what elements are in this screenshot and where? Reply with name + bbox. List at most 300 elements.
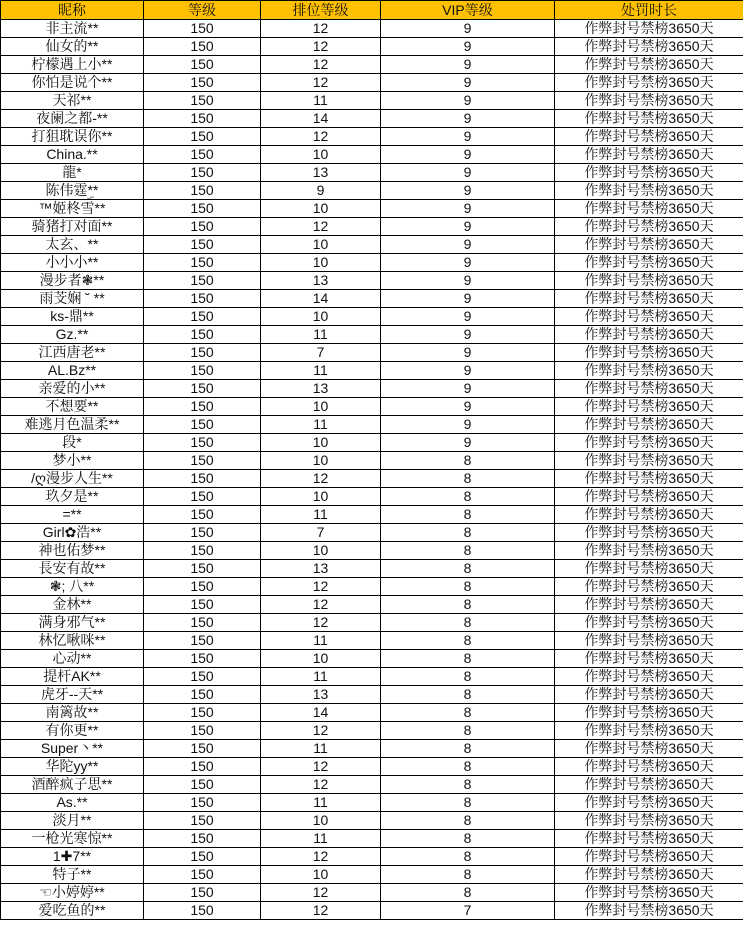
nickname-cell: 陈伟霆ۣ**	[1, 182, 144, 200]
rank-level-cell: 11	[261, 668, 381, 686]
penalty-cell: 作弊封号禁榜3650天	[555, 776, 743, 794]
penalty-cell: 作弊封号禁榜3650天	[555, 704, 743, 722]
penalty-cell: 作弊封号禁榜3650天	[555, 758, 743, 776]
vip-level-cell: 8	[381, 884, 555, 902]
vip-level-cell: 9	[381, 308, 555, 326]
nickname-cell: 天祁**	[1, 92, 144, 110]
penalty-cell: 作弊封号禁榜3650天	[555, 110, 743, 128]
table-row	[1, 416, 743, 434]
nickname-cell: 爱吃鱼的**	[1, 902, 144, 920]
level-cell: 150	[144, 668, 261, 686]
penalty-cell: 作弊封号禁榜3650天	[555, 794, 743, 812]
penalty-cell: 作弊封号禁榜3650天	[555, 524, 743, 542]
level-cell: 150	[144, 362, 261, 380]
rank-level-cell: 9	[261, 182, 381, 200]
rank-level-cell: 12	[261, 578, 381, 596]
vip-level-cell: 9	[381, 254, 555, 272]
vip-level-cell: 9	[381, 344, 555, 362]
rank-level-cell: 14	[261, 704, 381, 722]
rank-level-cell: 10	[261, 308, 381, 326]
level-cell: 150	[144, 848, 261, 866]
rank-level-cell: 12	[261, 614, 381, 632]
rank-level-cell: 12	[261, 884, 381, 902]
penalty-cell: 作弊封号禁榜3650天	[555, 848, 743, 866]
penalty-cell: 作弊封号禁榜3650天	[555, 614, 743, 632]
level-cell: 150	[144, 20, 261, 38]
penalty-cell: 作弊封号禁榜3650天	[555, 452, 743, 470]
vip-level-cell: 9	[381, 398, 555, 416]
vip-level-cell: 9	[381, 416, 555, 434]
level-cell: 150	[144, 74, 261, 92]
nickname-cell: 华陀yy**	[1, 758, 144, 776]
nickname-cell: AL.Bz**	[1, 362, 144, 380]
vip-level-cell: 9	[381, 74, 555, 92]
table-row	[1, 254, 743, 272]
nickname-cell: 虎牙--天**	[1, 686, 144, 704]
nickname-cell: ☜小婷婷**	[1, 884, 144, 902]
level-cell: 150	[144, 236, 261, 254]
nickname-cell: 你怕是说个**	[1, 74, 144, 92]
rank-level-cell: 12	[261, 38, 381, 56]
vip-level-cell: 8	[381, 866, 555, 884]
rank-level-cell: 12	[261, 218, 381, 236]
vip-level-cell: 9	[381, 434, 555, 452]
vip-level-cell: 8	[381, 848, 555, 866]
rank-level-cell: 12	[261, 848, 381, 866]
rank-level-cell: 12	[261, 902, 381, 920]
nickname-cell: 夜阑之都-**	[1, 110, 144, 128]
rank-level-cell: 11	[261, 92, 381, 110]
table-row	[1, 668, 743, 686]
level-cell: 150	[144, 758, 261, 776]
vip-level-cell: 8	[381, 758, 555, 776]
nickname-cell: 满身邪气**	[1, 614, 144, 632]
table-row	[1, 524, 743, 542]
nickname-cell: Girl✿浩**	[1, 524, 144, 542]
vip-level-cell: 8	[381, 830, 555, 848]
level-cell: 150	[144, 146, 261, 164]
penalty-cell: 作弊封号禁榜3650天	[555, 488, 743, 506]
rank-level-cell: 12	[261, 722, 381, 740]
nickname-cell: 太玄、**	[1, 236, 144, 254]
table-row	[1, 344, 743, 362]
level-cell: 150	[144, 56, 261, 74]
rank-level-cell: 13	[261, 164, 381, 182]
level-cell: 150	[144, 110, 261, 128]
table-row	[1, 848, 743, 866]
vip-level-cell: 8	[381, 578, 555, 596]
nickname-cell: 特子**	[1, 866, 144, 884]
level-cell: 150	[144, 902, 261, 920]
vip-level-cell: 9	[381, 200, 555, 218]
nickname-cell: ks-鼎**	[1, 308, 144, 326]
table-row	[1, 38, 743, 56]
table-row	[1, 236, 743, 254]
penalty-cell: 作弊封号禁榜3650天	[555, 578, 743, 596]
column-header-vip-level: VIP等级	[381, 1, 555, 20]
penalty-cell: 作弊封号禁榜3650天	[555, 416, 743, 434]
rank-level-cell: 11	[261, 416, 381, 434]
penalty-cell: 作弊封号禁榜3650天	[555, 146, 743, 164]
table-row	[1, 92, 743, 110]
penalty-cell: 作弊封号禁榜3650天	[555, 650, 743, 668]
table-row	[1, 452, 743, 470]
level-cell: 150	[144, 38, 261, 56]
column-header-nickname: 昵称	[1, 1, 144, 20]
penalty-cell: 作弊封号禁榜3650天	[555, 200, 743, 218]
nickname-cell: 提杆AK**	[1, 668, 144, 686]
nickname-cell: ❃; 八**	[1, 578, 144, 596]
nickname-cell: 金林**	[1, 596, 144, 614]
penalty-cell: 作弊封号禁榜3650天	[555, 632, 743, 650]
nickname-cell: =**	[1, 506, 144, 524]
level-cell: 150	[144, 488, 261, 506]
penalty-cell: 作弊封号禁榜3650天	[555, 218, 743, 236]
rank-level-cell: 10	[261, 236, 381, 254]
level-cell: 150	[144, 866, 261, 884]
column-header-rank-level: 排位等级	[261, 1, 381, 20]
vip-level-cell: 8	[381, 452, 555, 470]
nickname-cell: 江西唐老**	[1, 344, 144, 362]
rank-level-cell: 14	[261, 290, 381, 308]
penalty-cell: 作弊封号禁榜3650天	[555, 812, 743, 830]
nickname-cell: 梦小**	[1, 452, 144, 470]
table-row	[1, 128, 743, 146]
rank-level-cell: 12	[261, 470, 381, 488]
table-row	[1, 902, 743, 920]
table-row	[1, 74, 743, 92]
level-cell: 150	[144, 344, 261, 362]
vip-level-cell: 8	[381, 650, 555, 668]
table-row	[1, 56, 743, 74]
level-cell: 150	[144, 740, 261, 758]
level-cell: 150	[144, 650, 261, 668]
nickname-cell: ™姬柊雪**	[1, 200, 144, 218]
vip-level-cell: 9	[381, 380, 555, 398]
level-cell: 150	[144, 596, 261, 614]
table-row	[1, 146, 743, 164]
column-header-penalty: 处罚时长	[555, 1, 743, 20]
vip-level-cell: 8	[381, 560, 555, 578]
vip-level-cell: 9	[381, 92, 555, 110]
rank-level-cell: 10	[261, 200, 381, 218]
vip-level-cell: 9	[381, 236, 555, 254]
table-row	[1, 470, 743, 488]
penalty-cell: 作弊封号禁榜3650天	[555, 236, 743, 254]
vip-level-cell: 7	[381, 902, 555, 920]
vip-level-cell: 9	[381, 362, 555, 380]
level-cell: 150	[144, 812, 261, 830]
rank-level-cell: 11	[261, 326, 381, 344]
vip-level-cell: 9	[381, 38, 555, 56]
level-cell: 150	[144, 416, 261, 434]
vip-level-cell: 8	[381, 632, 555, 650]
nickname-cell: 不想要**	[1, 398, 144, 416]
penalty-cell: 作弊封号禁榜3650天	[555, 362, 743, 380]
table-row	[1, 794, 743, 812]
vip-level-cell: 8	[381, 704, 555, 722]
vip-level-cell: 8	[381, 740, 555, 758]
table-row	[1, 614, 743, 632]
nickname-cell: /ღ漫步人生**	[1, 470, 144, 488]
level-cell: 150	[144, 254, 261, 272]
nickname-cell: 漫步者❃**	[1, 272, 144, 290]
level-cell: 150	[144, 272, 261, 290]
level-cell: 150	[144, 542, 261, 560]
table-row	[1, 542, 743, 560]
nickname-cell: 神也佑梦**	[1, 542, 144, 560]
nickname-cell: 难逃月色温柔**	[1, 416, 144, 434]
table-row	[1, 308, 743, 326]
penalty-cell: 作弊封号禁榜3650天	[555, 344, 743, 362]
rank-level-cell: 12	[261, 20, 381, 38]
rank-level-cell: 11	[261, 740, 381, 758]
vip-level-cell: 8	[381, 668, 555, 686]
penalty-cell: 作弊封号禁榜3650天	[555, 254, 743, 272]
table-row	[1, 200, 743, 218]
nickname-cell: 林忆啾咪**	[1, 632, 144, 650]
penalty-cell: 作弊封号禁榜3650天	[555, 272, 743, 290]
table-row	[1, 830, 743, 848]
penalty-cell: 作弊封号禁榜3650天	[555, 668, 743, 686]
rank-level-cell: 14	[261, 110, 381, 128]
table-row	[1, 596, 743, 614]
nickname-cell: 玖夕是**	[1, 488, 144, 506]
nickname-cell: 酒醉疯子思**	[1, 776, 144, 794]
table-row	[1, 650, 743, 668]
vip-level-cell: 8	[381, 812, 555, 830]
vip-level-cell: 8	[381, 596, 555, 614]
nickname-cell: 骑猪打对面**	[1, 218, 144, 236]
level-cell: 150	[144, 218, 261, 236]
level-cell: 150	[144, 704, 261, 722]
vip-level-cell: 8	[381, 524, 555, 542]
rank-level-cell: 12	[261, 758, 381, 776]
rank-level-cell: 12	[261, 128, 381, 146]
rank-level-cell: 13	[261, 272, 381, 290]
penalty-cell: 作弊封号禁榜3650天	[555, 74, 743, 92]
level-cell: 150	[144, 398, 261, 416]
level-cell: 150	[144, 452, 261, 470]
rank-level-cell: 11	[261, 794, 381, 812]
vip-level-cell: 9	[381, 164, 555, 182]
level-cell: 150	[144, 686, 261, 704]
level-cell: 150	[144, 164, 261, 182]
level-cell: 150	[144, 434, 261, 452]
vip-level-cell: 8	[381, 686, 555, 704]
vip-level-cell: 9	[381, 146, 555, 164]
vip-level-cell: 9	[381, 326, 555, 344]
nickname-cell: Super丶**	[1, 740, 144, 758]
nickname-cell: 一枪光寒惊**	[1, 830, 144, 848]
table-row	[1, 362, 743, 380]
table-row	[1, 20, 743, 38]
vip-level-cell: 8	[381, 722, 555, 740]
rank-level-cell: 12	[261, 56, 381, 74]
penalty-cell: 作弊封号禁榜3650天	[555, 506, 743, 524]
vip-level-cell: 8	[381, 542, 555, 560]
penalty-cell: 作弊封号禁榜3650天	[555, 128, 743, 146]
penalty-cell: 作弊封号禁榜3650天	[555, 92, 743, 110]
rank-level-cell: 12	[261, 74, 381, 92]
penalty-cell: 作弊封号禁榜3650天	[555, 470, 743, 488]
rank-level-cell: 11	[261, 506, 381, 524]
nickname-cell: 1✚7**	[1, 848, 144, 866]
rank-level-cell: 7	[261, 344, 381, 362]
rank-level-cell: 11	[261, 830, 381, 848]
rank-level-cell: 10	[261, 650, 381, 668]
rank-level-cell: 13	[261, 686, 381, 704]
rank-level-cell: 11	[261, 632, 381, 650]
vip-level-cell: 9	[381, 128, 555, 146]
vip-level-cell: 8	[381, 776, 555, 794]
rank-level-cell: 10	[261, 542, 381, 560]
penalty-cell: 作弊封号禁榜3650天	[555, 866, 743, 884]
nickname-cell: Gz.**	[1, 326, 144, 344]
level-cell: 150	[144, 200, 261, 218]
level-cell: 150	[144, 308, 261, 326]
rank-level-cell: 10	[261, 146, 381, 164]
level-cell: 150	[144, 884, 261, 902]
vip-level-cell: 9	[381, 56, 555, 74]
penalty-cell: 作弊封号禁榜3650天	[555, 308, 743, 326]
level-cell: 150	[144, 182, 261, 200]
rank-level-cell: 12	[261, 776, 381, 794]
table-row	[1, 686, 743, 704]
penalty-cell: 作弊封号禁榜3650天	[555, 542, 743, 560]
header-row	[1, 1, 743, 20]
penalty-cell: 作弊封号禁榜3650天	[555, 38, 743, 56]
nickname-cell: As.**	[1, 794, 144, 812]
table-row	[1, 398, 743, 416]
table-row	[1, 704, 743, 722]
table-row	[1, 290, 743, 308]
vip-level-cell: 8	[381, 488, 555, 506]
rank-level-cell: 10	[261, 866, 381, 884]
penalty-cell: 作弊封号禁榜3650天	[555, 434, 743, 452]
penalty-cell: 作弊封号禁榜3650天	[555, 20, 743, 38]
penalty-cell: 作弊封号禁榜3650天	[555, 290, 743, 308]
penalty-cell: 作弊封号禁榜3650天	[555, 686, 743, 704]
vip-level-cell: 9	[381, 218, 555, 236]
level-cell: 150	[144, 794, 261, 812]
table-row	[1, 866, 743, 884]
vip-level-cell: 8	[381, 470, 555, 488]
rank-level-cell: 13	[261, 380, 381, 398]
nickname-cell: 非主流**	[1, 20, 144, 38]
table-row	[1, 740, 743, 758]
vip-level-cell: 8	[381, 794, 555, 812]
nickname-cell: 南篱故**	[1, 704, 144, 722]
rank-level-cell: 10	[261, 488, 381, 506]
penalty-cell: 作弊封号禁榜3650天	[555, 830, 743, 848]
table-row	[1, 812, 743, 830]
penalty-cell: 作弊封号禁榜3650天	[555, 740, 743, 758]
penalty-cell: 作弊封号禁榜3650天	[555, 398, 743, 416]
penalty-cell: 作弊封号禁榜3650天	[555, 326, 743, 344]
level-cell: 150	[144, 722, 261, 740]
level-cell: 150	[144, 506, 261, 524]
nickname-cell: 淡月**	[1, 812, 144, 830]
nickname-cell: China.**	[1, 146, 144, 164]
table-body	[1, 20, 743, 920]
table-row	[1, 110, 743, 128]
table-row	[1, 560, 743, 578]
level-cell: 150	[144, 524, 261, 542]
rank-level-cell: 10	[261, 812, 381, 830]
rank-level-cell: 11	[261, 362, 381, 380]
vip-level-cell: 8	[381, 614, 555, 632]
table-row	[1, 218, 743, 236]
nickname-cell: 仙女的**	[1, 38, 144, 56]
penalty-cell: 作弊封号禁榜3650天	[555, 380, 743, 398]
rank-level-cell: 10	[261, 434, 381, 452]
penalty-cell: 作弊封号禁榜3650天	[555, 164, 743, 182]
rank-level-cell: 12	[261, 596, 381, 614]
level-cell: 150	[144, 614, 261, 632]
penalty-cell: 作弊封号禁榜3650天	[555, 722, 743, 740]
vip-level-cell: 9	[381, 20, 555, 38]
level-cell: 150	[144, 560, 261, 578]
nickname-cell: 小小小**	[1, 254, 144, 272]
nickname-cell: 長安有故**	[1, 560, 144, 578]
table-row	[1, 758, 743, 776]
table-row	[1, 164, 743, 182]
table-row	[1, 488, 743, 506]
nickname-cell: 雨芠娴 ˘ **	[1, 290, 144, 308]
level-cell: 150	[144, 632, 261, 650]
table-row	[1, 506, 743, 524]
level-cell: 150	[144, 326, 261, 344]
rank-level-cell: 13	[261, 560, 381, 578]
table-row	[1, 884, 743, 902]
level-cell: 150	[144, 830, 261, 848]
rank-level-cell: 10	[261, 452, 381, 470]
vip-level-cell: 9	[381, 110, 555, 128]
level-cell: 150	[144, 578, 261, 596]
nickname-cell: 打狙耽误你**	[1, 128, 144, 146]
nickname-cell: 龍*	[1, 164, 144, 182]
penalty-cell: 作弊封号禁榜3650天	[555, 884, 743, 902]
vip-level-cell: 8	[381, 506, 555, 524]
vip-level-cell: 9	[381, 290, 555, 308]
penalty-cell: 作弊封号禁榜3650天	[555, 560, 743, 578]
table-row	[1, 722, 743, 740]
column-header-level: 等级	[144, 1, 261, 20]
level-cell: 150	[144, 380, 261, 398]
level-cell: 150	[144, 470, 261, 488]
table-row	[1, 578, 743, 596]
rank-level-cell: 10	[261, 254, 381, 272]
level-cell: 150	[144, 128, 261, 146]
nickname-cell: 柠檬遇上小**	[1, 56, 144, 74]
rank-level-cell: 10	[261, 398, 381, 416]
nickname-cell: 有你更**	[1, 722, 144, 740]
table-row	[1, 182, 743, 200]
vip-level-cell: 9	[381, 182, 555, 200]
table-row	[1, 776, 743, 794]
table-row	[1, 434, 743, 452]
table-row	[1, 272, 743, 290]
level-cell: 150	[144, 290, 261, 308]
nickname-cell: 段*	[1, 434, 144, 452]
level-cell: 150	[144, 92, 261, 110]
nickname-cell: 亲爱的小**	[1, 380, 144, 398]
penalty-cell: 作弊封号禁榜3650天	[555, 902, 743, 920]
penalty-cell: 作弊封号禁榜3650天	[555, 56, 743, 74]
table-row	[1, 632, 743, 650]
level-cell: 150	[144, 776, 261, 794]
